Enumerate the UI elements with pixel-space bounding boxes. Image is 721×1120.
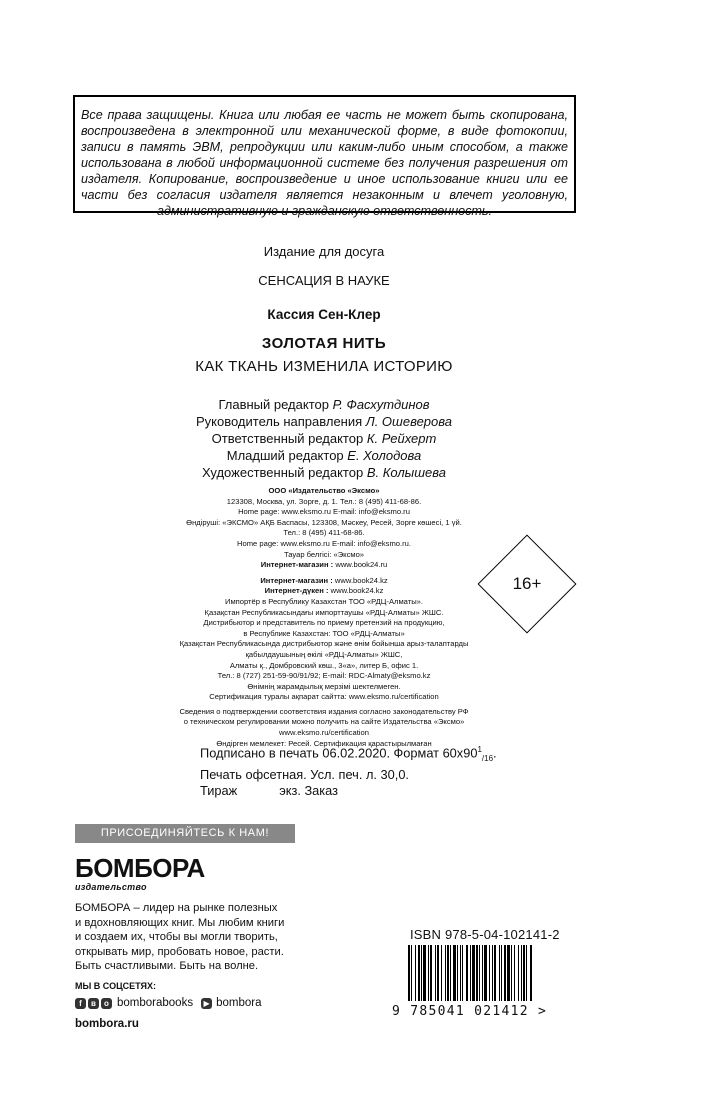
editor-line (0, 396, 648, 413)
print-info (200, 742, 600, 799)
imprint-line: Сертификация туралы ақпарат сайтта: www.eksmo.ru/certification (209, 692, 439, 702)
order-label: экз. Заказ (279, 782, 339, 798)
imprint-line (150, 576, 498, 587)
online-store-label: Интернет-магазин : (260, 560, 334, 570)
blurb-line: и вдохновляющих книг. Мы любим книги (75, 916, 285, 929)
social-handle-bombora[interactable]: bombora (216, 997, 262, 1009)
online-store-url: www.book24.kz (328, 586, 384, 596)
online-store-url: www.book24.kz (332, 575, 388, 585)
circulation-label: Тираж (200, 782, 238, 798)
editor-line (0, 464, 648, 481)
bombora-website-link[interactable]: bombora.ru (75, 1018, 139, 1030)
copyright-notice-box (73, 95, 576, 218)
editor-role: Художественный редактор (202, 465, 364, 480)
imprint-line: Home page: www.eksmo.ru E-mail: info@eksmo.ru (238, 507, 410, 517)
blurb-line: открывать мир, пробовать новое, расти. (75, 945, 284, 958)
editor-name: Е. Холодова (347, 448, 422, 463)
isbn-label: ISBN 978-5-04-102141-2 (410, 927, 560, 942)
bombora-logo: БОМБОРА (75, 853, 205, 883)
barcode-image (408, 945, 573, 1001)
editor-role: Руководитель направления (195, 414, 363, 429)
age-rating-badge (492, 549, 562, 619)
age-rating-text: 16+ (512, 574, 542, 593)
imprint-line: Өндірген мемлекет: Ресей. Сертификация қарастырылмаған (216, 738, 432, 748)
editor-line (0, 447, 648, 464)
odnoklassniki-icon[interactable]: о (101, 998, 112, 1009)
editor-role: Ответственный редактор (211, 431, 364, 446)
imprint-line (150, 560, 498, 571)
editor-name: К. Рейхерт (366, 431, 437, 446)
online-store-label: Интернет-магазин : (260, 575, 333, 585)
blurb-line: БОМБОРА – лидер на рынке полезных (75, 902, 278, 914)
format-superscript: 1 (477, 745, 482, 754)
bombora-blurb (75, 901, 405, 974)
imprint-line: 123308, Москва, ул. Зорге, д. 1. Тел.: 8 (495) 411-68-86. (226, 496, 422, 506)
format-tail: . (493, 745, 497, 761)
imprint-line: Тел.: 8 (727) 251-59-90/91/92; E-mail: RDC-Almaty@eksmo.kz (217, 671, 431, 681)
book-title: ЗОЛОТАЯ НИТЬ (261, 335, 387, 352)
join-us-banner: ПРИСОЕДИНЯЙТЕСЬ К НАМ! (75, 824, 295, 843)
imprint-line: в Республике Казахстан: ТОО «РДЦ-Алматы» (243, 628, 405, 638)
imprint-line: Дистрибьютор и представитель по приему претензий на продукцию, (203, 618, 445, 628)
imprint-line: Импортёр в Республику Казахстан ТОО «РДЦ-Алматы». (224, 596, 423, 606)
print-signed-text: Подписано в печать 06.02.2020. Формат 60х90 (200, 745, 478, 761)
imprint-line: қабылдаушының өкілі «РДЦ-Алматы» ЖШС, (245, 649, 403, 659)
imprint-line: Home page: www.eksmo.ru E-mail: info@eksmo.ru. (237, 538, 411, 548)
publisher-imprint (150, 486, 498, 749)
book-subtitle: КАК ТКАНЬ ИЗМЕНИЛА ИСТОРИЮ (195, 358, 453, 375)
print-circulation-line (200, 783, 600, 799)
social-handle-bomborabooks[interactable]: bomborabooks (117, 997, 194, 1009)
imprint-line: Өндіруші: «ЭКСМО» АҚБ Баспасы, 123308, Мәскеу, Ресей, Зорге көшесі, 1 үй. (186, 517, 462, 527)
editor-role: Младший редактор (226, 448, 344, 463)
social-links-row (75, 995, 261, 1011)
youtube-icon[interactable]: ▶ (201, 998, 212, 1009)
facebook-icon[interactable]: f (75, 998, 86, 1009)
ean-digits: 9 785041 021412 > (392, 1004, 548, 1019)
editor-line (0, 430, 648, 447)
copyright-notice-text: Все права защищены. Книга или любая ее часть не может быть скопирована, воспроизведена в электронной или механической форме, в виде фотокопии, записи в память ЭВМ, репродукции или каким-либо иным способом, а также использована в любой информационной системе без получения разрешения от издателя. Копирование, воспроизведение и иное использование книги или ее части без согласия издателя является незаконным и влечет уголовную, административную и гражданскую ответственность. (81, 108, 568, 218)
online-store-label: Интернет-дүкен : (264, 586, 329, 596)
edition-type: Издание для досуга (263, 244, 385, 259)
publisher-name: ООО «Издательство «Эксмо» (268, 486, 380, 495)
author-name: Кассия Сен-Клер (267, 307, 381, 322)
imprint-line: Сведения о подтверждении соответствия издания согласно законодательству РФ (179, 706, 469, 716)
imprint-line: Алматы қ., Домбровский көш., 3«а», литер Б, офис 1. (229, 660, 419, 670)
imprint-line: Тауар белгісі: «Эксмо» (283, 549, 365, 559)
editor-name: Р. Фасхутдинов (332, 397, 430, 412)
imprint-line: www.eksmo.ru/certification (279, 728, 369, 738)
series-name: СЕНСАЦИЯ В НАУКЕ (258, 273, 390, 288)
editor-name: Л. Ошеверова (365, 414, 452, 429)
imprint-line: Тел.: 8 (495) 411-68-86. (283, 528, 365, 538)
vk-icon[interactable]: в (88, 998, 99, 1009)
online-store-url: www.book24.ru (333, 560, 388, 570)
blurb-line: и создаем их, чтобы вы могли творить, (75, 931, 278, 943)
imprint-line: Өнімнің жарамдылық мерзімі шектелмеген. (247, 681, 401, 691)
editor-name: В. Колышева (366, 465, 446, 480)
bombora-logo-subtitle: издательство (75, 882, 147, 892)
format-subscript: /16 (481, 753, 494, 763)
imprint-line: о техническом регулировании можно получить на сайте Издательства «Эксмо» (183, 717, 465, 727)
editors-list (0, 396, 648, 481)
blurb-line: Быть счастливыми. Быть на волне. (75, 960, 259, 972)
editor-role: Главный редактор (218, 397, 329, 412)
imprint-line: Қазақстан Республикасында дистрибьютор және өнім бойынша арыз-талаптарды (179, 639, 469, 649)
social-title: МЫ В СОЦСЕТЯХ: (75, 981, 157, 991)
imprint-line (150, 586, 498, 597)
imprint-line: Қазақстан Республикасындағы импорттаушы «РДЦ-Алматы» ЖШС. (204, 607, 444, 617)
print-offset-line: Печать офсетная. Усл. печ. л. 30,0. (200, 766, 409, 782)
editor-line (0, 413, 648, 430)
print-signed-line (200, 742, 600, 767)
